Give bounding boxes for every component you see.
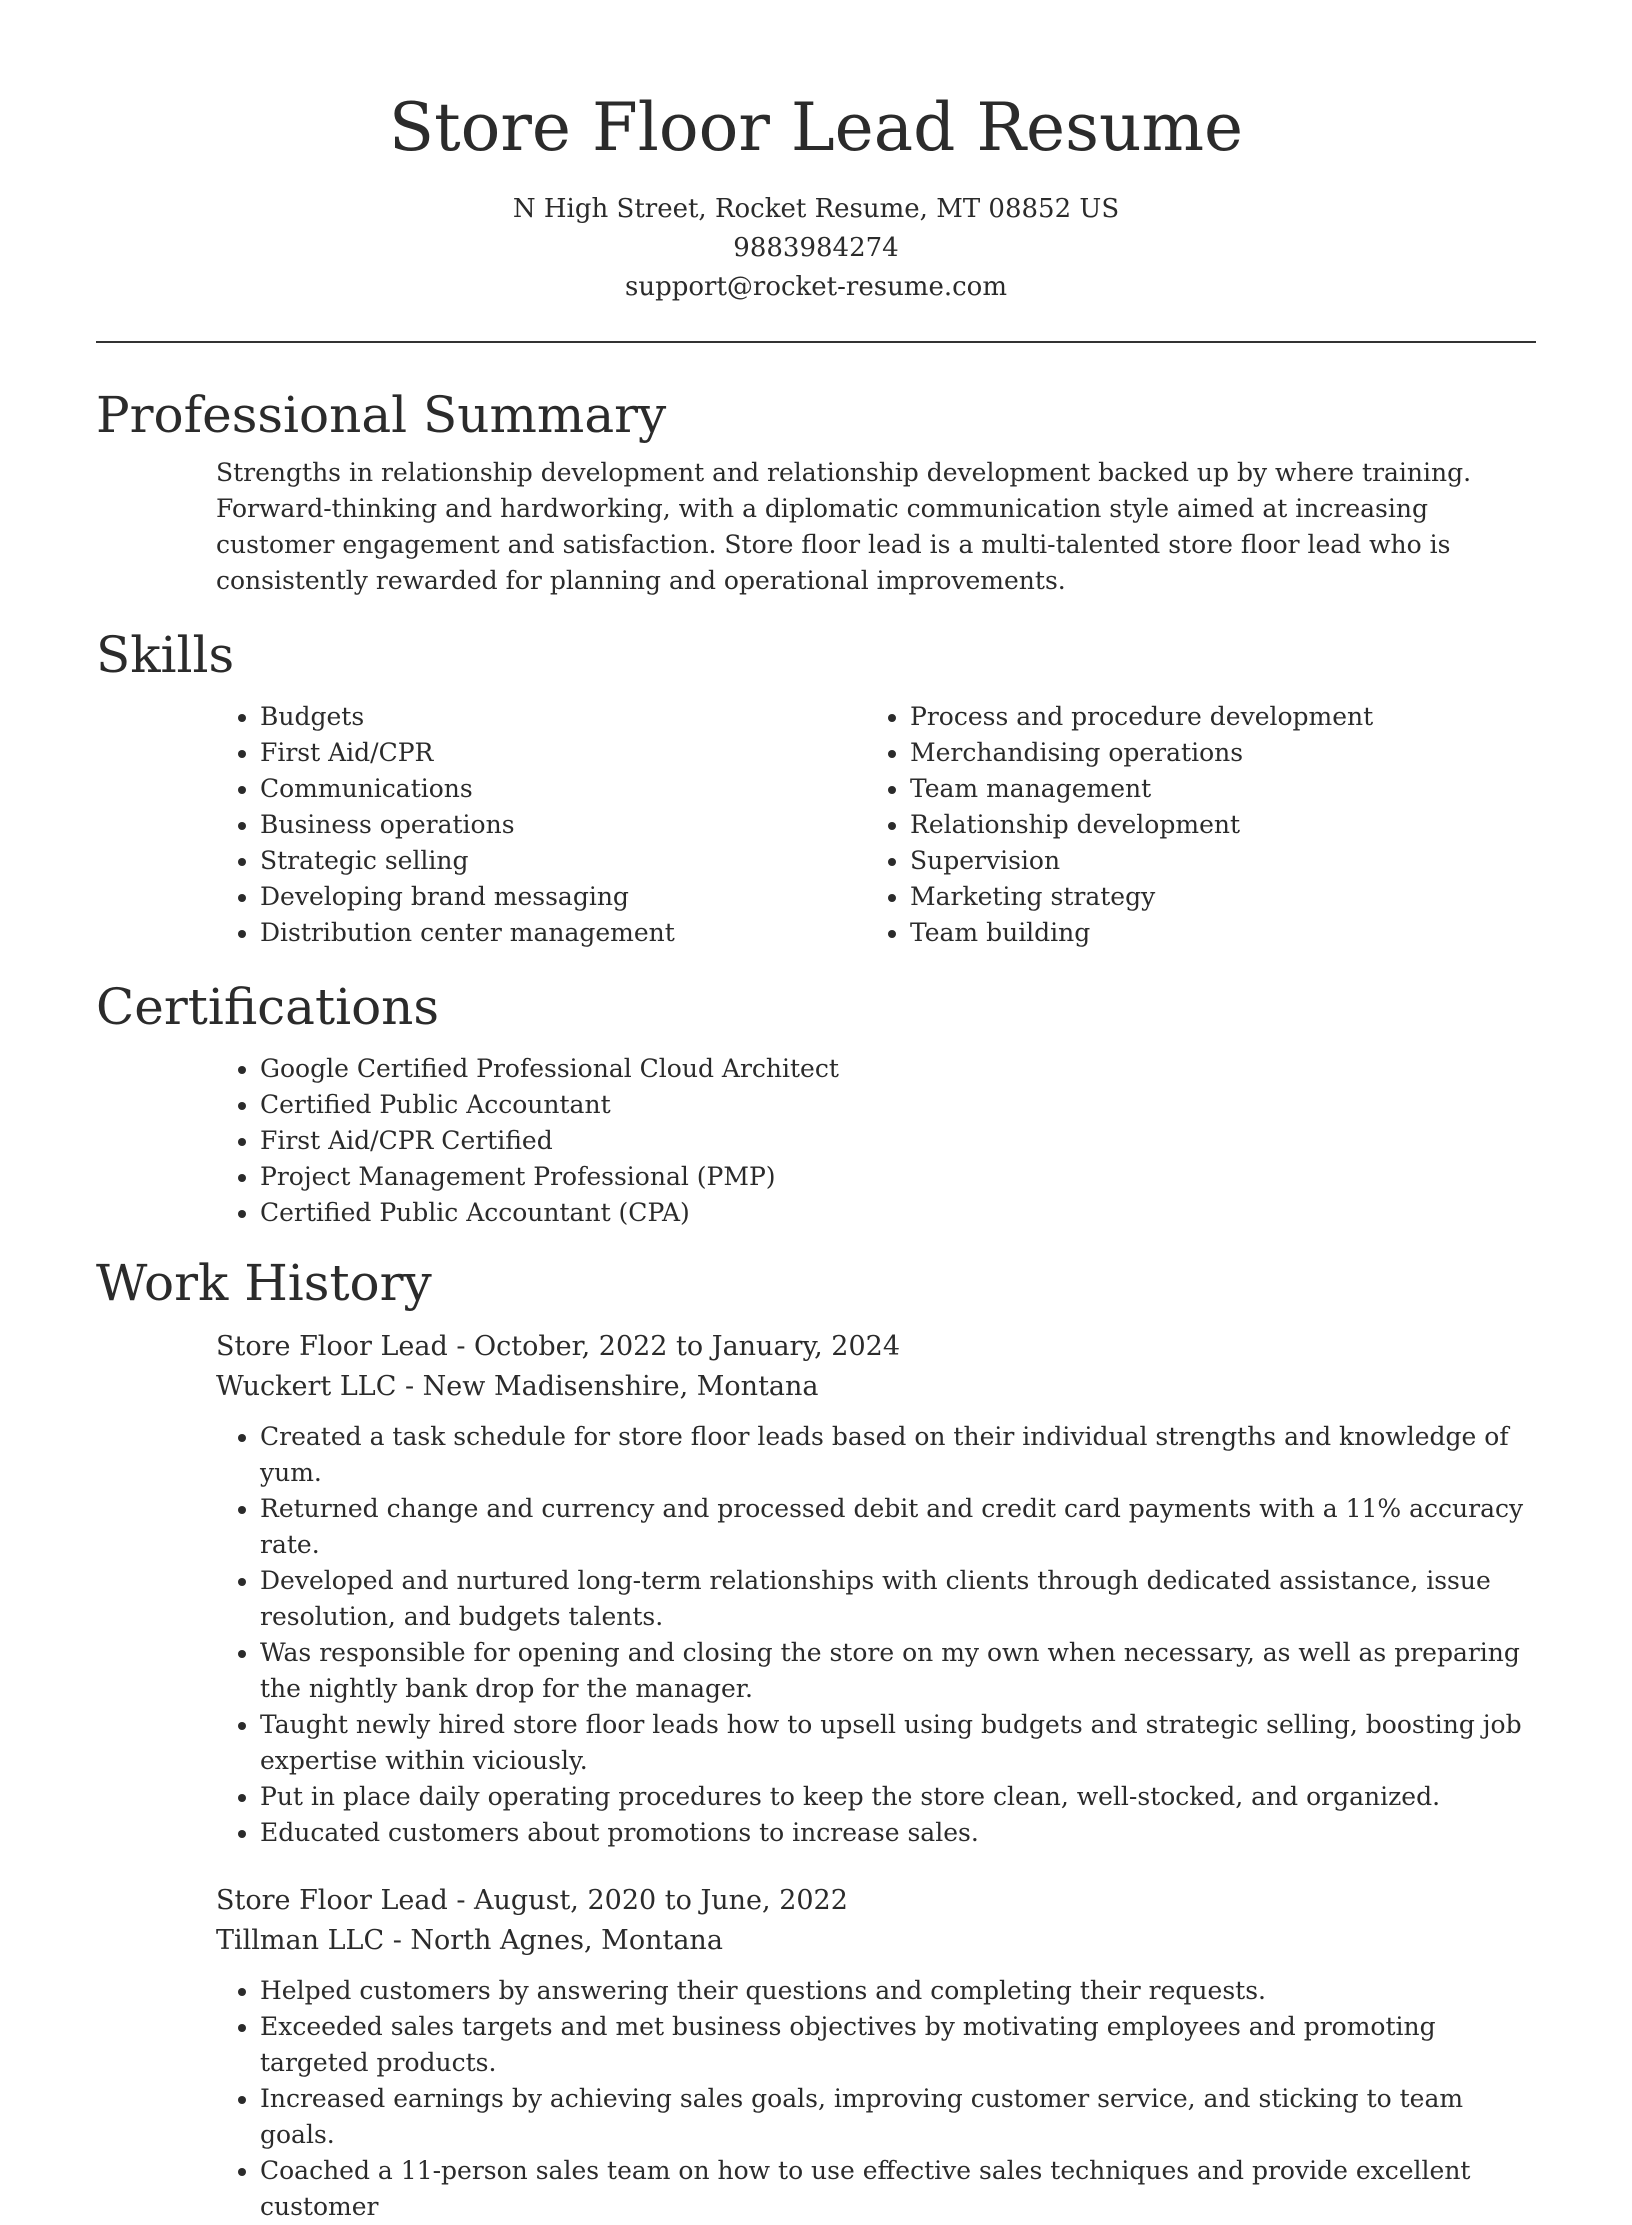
job-company: Tillman LLC <box>216 1925 385 1956</box>
skill-item: • Communications <box>260 771 866 807</box>
job-location: North Agnes, Montana <box>410 1925 723 1956</box>
job-bullet: • Educated customers about promotions to increase sales. <box>260 1815 1536 1851</box>
job-entry <box>216 1327 1536 1851</box>
job-role: Store Floor Lead <box>216 1885 448 1916</box>
job-company: Wuckert LLC <box>216 1371 397 1402</box>
skills-list <box>216 699 1536 951</box>
skill-item: • Merchandising operations <box>910 735 1516 771</box>
job-bullet: • Put in place daily operating procedures to keep the store clean, well-stocked, and organized. <box>260 1779 1536 1815</box>
section-title-work-history: Work History <box>96 1254 432 1312</box>
certification-item: • Certified Public Accountant (CPA) <box>260 1195 1536 1231</box>
separator: - <box>447 1885 475 1916</box>
address: N High Street, Rocket Resume, MT 08852 US <box>512 194 1120 224</box>
section-title-certifications: Certifications <box>96 978 440 1036</box>
job-bullet: • Returned change and currency and processed debit and credit card payments with a 11% accuracy rate. <box>260 1491 1536 1563</box>
job-bullet: • Was responsible for opening and closing the store on my own when necessary, as well as preparing the nightly bank drop for the manager. <box>260 1635 1536 1707</box>
job-bullet: • Developed and nurtured long-term relationships with clients through dedicated assistance, issue resolution, and budgets talents. <box>260 1563 1536 1635</box>
section-title-summary: Professional Summary <box>96 386 667 444</box>
job-company-line <box>216 1921 1536 1961</box>
certifications-list <box>216 1051 1536 1231</box>
job-dates: October, 2022 to January, 2024 <box>474 1331 900 1362</box>
skill-item: • Developing brand messaging <box>260 879 866 915</box>
certification-item: • Project Management Professional (PMP) <box>260 1159 1536 1195</box>
certification-item: • Google Certified Professional Cloud Architect <box>260 1051 1536 1087</box>
job-role: Store Floor Lead <box>216 1331 448 1362</box>
skills-column-right <box>866 699 1516 951</box>
job-bullet: • Helped customers by answering their questions and completing their requests. <box>260 1973 1536 2009</box>
job-title-line <box>216 1881 1536 1921</box>
job-bullet: • Coached a 11-person sales team on how to use effective sales techniques and provide excellent customer <box>260 2153 1536 2225</box>
job-bullets <box>216 1419 1536 1851</box>
job-bullet: • Taught newly hired store floor leads how to upsell using budgets and strategic selling, boosting job expertise within viciously. <box>260 1707 1536 1779</box>
phone: 9883984274 <box>733 233 899 263</box>
skill-item: • Distribution center management <box>260 915 866 951</box>
certification-item: • Certified Public Accountant <box>260 1087 1536 1123</box>
skill-item: • First Aid/CPR <box>260 735 866 771</box>
job-bullet: • Exceeded sales targets and met business objectives by motivating employees and promoting targeted products. <box>260 2009 1536 2081</box>
certification-item: • First Aid/CPR Certified <box>260 1123 1536 1159</box>
job-title-line <box>216 1327 1536 1367</box>
skill-item: • Business operations <box>260 807 866 843</box>
job-dates: August, 2020 to June, 2022 <box>474 1885 848 1916</box>
skill-item: • Marketing strategy <box>910 879 1516 915</box>
skill-item: • Team building <box>910 915 1516 951</box>
job-bullets <box>216 1973 1536 2225</box>
email: support@rocket-resume.com <box>624 272 1007 302</box>
header-divider <box>96 341 1536 343</box>
separator: - <box>447 1331 475 1362</box>
job-bullet: • Increased earnings by achieving sales goals, improving customer service, and sticking to team goals. <box>260 2081 1536 2153</box>
skill-item: • Supervision <box>910 843 1516 879</box>
section-title-skills: Skills <box>96 626 235 684</box>
skill-item: • Team management <box>910 771 1516 807</box>
job-location: New Madisenshire, Montana <box>422 1371 819 1402</box>
resume-header <box>0 0 1632 307</box>
separator: - <box>384 1925 411 1956</box>
job-bullet: • Created a task schedule for store floor leads based on their individual strengths and knowledge of yum. <box>260 1419 1536 1491</box>
summary-text: Strengths in relationship development and relationship development backed up by where training. Forward-thinking and hardworking, with a diplomatic communication style aimed at increasing customer engagement and satisfaction. Store floor lead is a multi-talented store floor lead who is consistently rewarded for planning and operational improvements. <box>216 458 1472 595</box>
skill-item: • Process and procedure development <box>910 699 1516 735</box>
skill-item: • Strategic selling <box>260 843 866 879</box>
skill-item: • Budgets <box>260 699 866 735</box>
job-company-line <box>216 1367 1536 1407</box>
skills-column-left <box>216 699 866 951</box>
skill-item: • Relationship development <box>910 807 1516 843</box>
separator: - <box>396 1371 423 1402</box>
job-entry <box>216 1881 1536 2225</box>
resume-title: Store Floor Lead Resume <box>388 89 1244 166</box>
